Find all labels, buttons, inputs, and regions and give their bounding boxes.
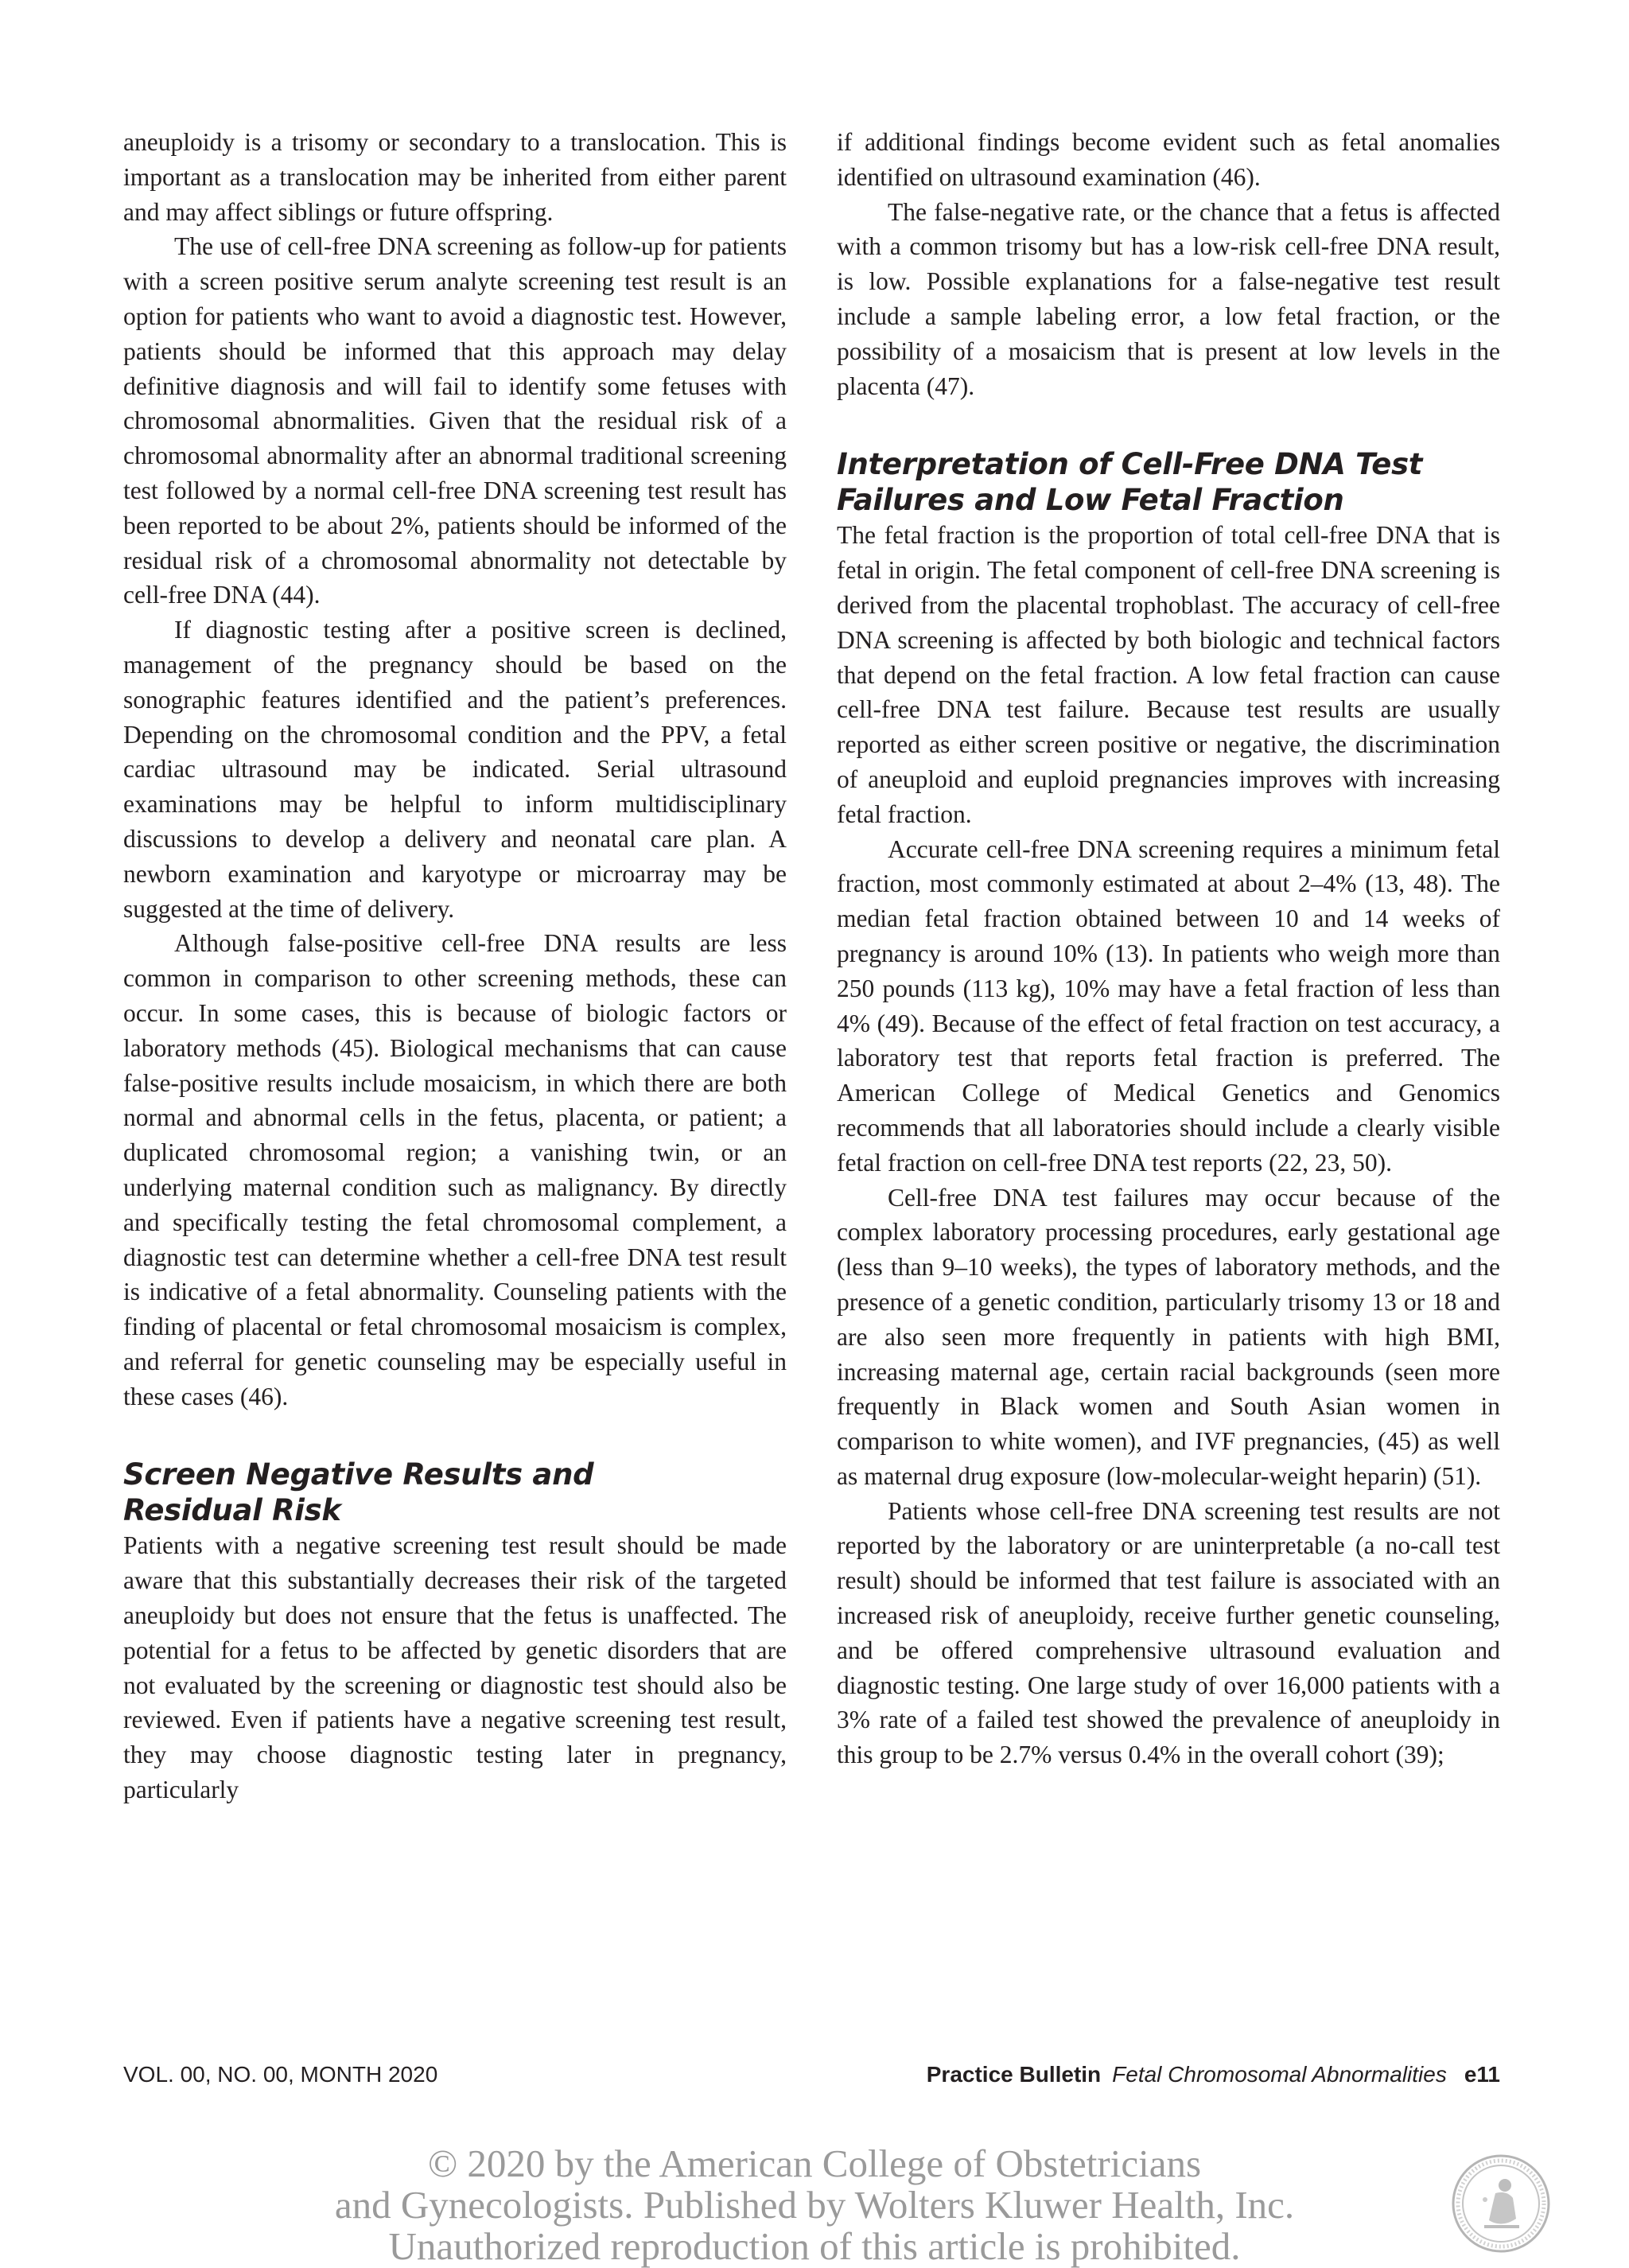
- section-heading: [837, 446, 1500, 518]
- copyright-line: © 2020 by the American College of Obstetricians: [427, 2142, 1202, 2185]
- section-heading: [123, 1457, 787, 1528]
- acog-seal-icon: [1449, 2152, 1553, 2255]
- copyright-line: Unauthorized reproduction of this article is prohibited.: [388, 2224, 1241, 2268]
- page-footer: [123, 2062, 1500, 2097]
- right-column: [837, 125, 1500, 1772]
- section-spacer: [837, 403, 1500, 446]
- body-paragraph: Cell-free DNA test failures may occur because of the complex laboratory processing procedures, early gestational age (less than 9–10 weeks), the types of laboratory methods, and the presence of a genetic condition, particularly trisomy 13 or 18 and are also seen more frequently in patients with high BMI, increasing maternal age, certain racial backgrounds (seen more frequently in Black women and South Asian women in comparison to white women), and IVF pregnancies, (45) as well as maternal drug exposure (low-molecular-weight heparin) (51).: [837, 1183, 1500, 1490]
- heading-line: Interpretation of Cell-Free DNA Test: [837, 447, 1423, 482]
- heading-line: Screen Negative Results and: [123, 1457, 594, 1492]
- bulletin-label: Practice Bulletin: [926, 2062, 1102, 2087]
- copyright-notice: [0, 2143, 1629, 2267]
- left-column: [123, 125, 787, 1807]
- body-paragraph: Although false-positive cell-free DNA results are less common in comparison to other screening methods, these can occur. In some cases, this is because of biologic factors or laboratory methods (45). Biological mechanisms that can cause false-positive results include mosaicism, in which there are both normal and abnormal cells in the fetus, placenta, or patient; a duplicated chromosomal region; a vanishing twin, or an underlying maternal condition such as malignancy. By directly and specifically testing the fetal chromosomal complement, a diagnostic test can determine whether a cell-free DNA test result is indicative of a fetal abnormality. Counseling patients with the finding of placental or fetal chromosomal mosaicism is complex, and referral for genetic counseling may be especially useful in these cases (46).: [123, 929, 787, 1410]
- body-paragraph: Patients whose cell-free DNA screening test results are not reported by the laboratory or are uninterpretable (a no-call test result) should be informed that test failure is associated with an increased risk of aneuploidy, receive further genetic counseling, and be offered comprehensive ultrasound evaluation and diagnostic testing. One large study of over 16,000 patients with a 3% rate of a failed test showed the prevalence of aneuploidy in this group to be 2.7% versus 0.4% in the overall cohort (39);: [837, 1496, 1500, 1769]
- body-paragraph: Patients with a negative screening test result should be made aware that this substantially decreases their risk of the targeted aneuploidy but does not ensure that the fetus is unaffected. The potential for a fetus to be affected by genetic disorders that are not evaluated by the screening or diagnostic test should also be reviewed. Even if patients have a negative screening test result, they may choose diagnostic testing later in pregnancy, particularly: [123, 1531, 787, 1804]
- bulletin-title: Fetal Chromosomal Abnormalities: [1112, 2062, 1447, 2087]
- body-paragraph: aneuploidy is a trisomy or secondary to a translocation. This is important as a translocation may be inherited from either parent and may affect siblings or future offspring.: [123, 128, 787, 226]
- body-paragraph: The fetal fraction is the proportion of total cell-free DNA that is fetal in origin. The fetal component of cell-free DNA screening is derived from the placental trophoblast. The accuracy of cell-free DNA screening is affected by both biologic and technical factors that depend on the fetal fraction. A low fetal fraction can cause cell-free DNA test failure. Because test results are usually reported as either screen positive or negative, the discrimination of aneuploid and euploid pregnancies improves with increasing fetal fraction.: [837, 521, 1500, 828]
- body-paragraph: Accurate cell-free DNA screening requires a minimum fetal fraction, most commonly estimated at about 2–4% (13, 48). The median fetal fraction obtained between 10 and 14 weeks of pregnancy is around 10% (13). In patients who weigh more than 250 pounds (113 kg), 10% may have a fetal fraction of less than 4% (49). Because of the effect of fetal fraction on test accuracy, a laboratory test that reports fetal fraction is preferred. The American College of Medical Genetics and Genomics recommends that all laboratories should include a clearly visible fetal fraction on cell-free DNA test reports (22, 23, 50).: [837, 834, 1500, 1177]
- body-paragraph: The false-negative rate, or the chance that a fetus is affected with a common trisomy but has a low-risk cell-free DNA result, is low. Possible explanations for a false-negative test result include a sample labeling error, a low fetal fraction, or the possibility of a mosaicism that is present at low levels in the placenta (47).: [837, 197, 1500, 400]
- section-spacer: [123, 1414, 787, 1457]
- body-paragraph: The use of cell-free DNA screening as follow-up for patients with a screen positive serum analyte screening test result is an option for patients who want to avoid a diagnostic test. However, patients should be informed that this approach may delay definitive diagnosis and will fail to identify some fetuses with chromosomal abnormalities. Given that the residual risk of a chromosomal abnormality after an abnormal traditional screening test followed by a normal cell-free DNA screening test result has been reported to be about 2%, patients should be informed of the residual risk of a chromosomal abnormality not detectable by cell-free DNA (44).: [123, 232, 787, 609]
- body-paragraph: if additional findings become evident such as fetal anomalies identified on ultrasound examination (46).: [837, 128, 1500, 191]
- running-footer: [927, 2062, 1500, 2087]
- heading-line: Failures and Low Fetal Fraction: [837, 483, 1344, 518]
- copyright-line: and Gynecologists. Published by Wolters Kluwer Health, Inc.: [334, 2183, 1295, 2227]
- body-paragraph: If diagnostic testing after a positive screen is declined, management of the pregnancy should be based on the sonographic features identified and the patient’s preferences. Depending on the chromosomal condition and the PPV, a fetal cardiac ultrasound may be indicated. Serial ultrasound examinations may be helpful to inform multidisciplinary discussions to develop a delivery and neonatal care plan. A newborn examination and karyotype or microarray may be suggested at the time of delivery.: [123, 616, 787, 923]
- page-number: e11: [1464, 2062, 1500, 2087]
- volume-info: VOL. 00, NO. 00, MONTH 2020: [123, 2062, 438, 2087]
- heading-line: Residual Risk: [123, 1493, 341, 1528]
